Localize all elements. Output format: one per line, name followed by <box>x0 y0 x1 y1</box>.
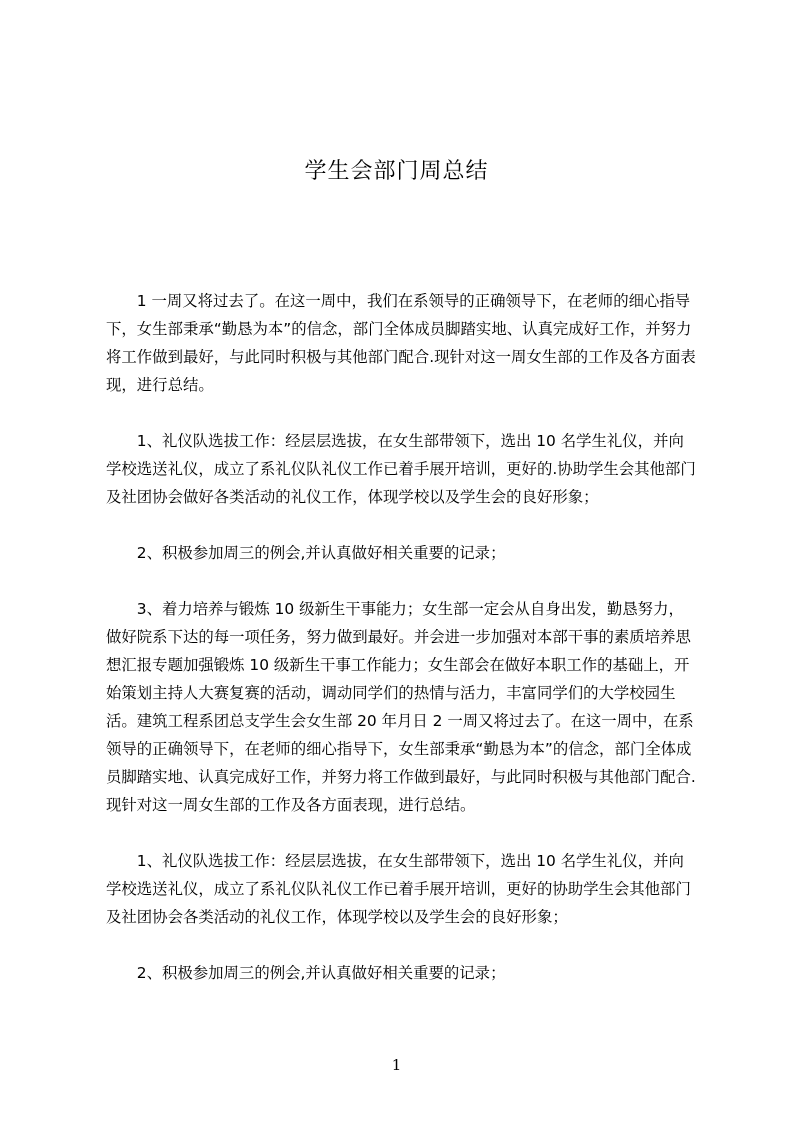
paragraph-spacer <box>106 931 698 959</box>
paragraph-spacer <box>106 511 698 539</box>
document-title: 学生会部门周总结 <box>304 158 489 184</box>
page-number: 1 <box>391 1056 402 1074</box>
paragraph-spacer <box>106 567 698 595</box>
paragraph-new-staff-training: 3、着力培养与锻炼 10 级新生干事能力；女生部一定会从自身出发，勤恳努力，做好院系下达的每一项任务，努力做到最好。并会进一步加强对本部干事的素质培养思想汇报专题加强锻炼 10 级新生干事工作能力；女生部会在做好本职工作的基础上，开始策划主持人大赛复赛的活动，调动同学们的热情与活力，丰富同学们的大学校园生活。建筑工程系团总支学生会女生部 20 年月日 2 一周又将过去了。在这一周中，在系领导的正确领导下，在老师的细心指导下，女生部秉承“勤恳为本”的信念，部门全体成员脚踏实地、认真完成好工作，并努力将工作做到最好，与此同时积极与其他部门配合.现针对这一周女生部的工作及各方面表现，进行总结。 <box>106 600 696 814</box>
paragraph-weekly-meeting-1: 2、积极参加周三的例会,并认真做好相关重要的记录； <box>136 544 506 562</box>
paragraph-etiquette-team-1: 1、礼仪队选拔工作：经层层选拔，在女生部带领下，选出 10 名学生礼仪，并向学校选送礼仪，成立了系礼仪队礼仪工作已着手展开培训，更好的.协助学生会其他部门及社团协会做好各类活动的礼仪工作，体现学校以及学生会的良好形象； <box>106 432 696 506</box>
paragraph-weekly-meeting-2: 2、积极参加周三的例会,并认真做好相关重要的记录； <box>136 964 506 982</box>
document-body <box>106 287 698 987</box>
paragraph-intro: 1 一周又将过去了。在这一周中，我们在系领导的正确领导下，在老师的细心指导下，女生部秉承“勤恳为本”的信念，部门全体成员脚踏实地、认真完成好工作，并努力将工作做到最好，与此同时积极与其他部门配合.现针对这一周女生部的工作及各方面表现，进行总结。 <box>106 292 696 394</box>
paragraph-spacer <box>106 399 698 427</box>
paragraph-etiquette-team-2: 1、礼仪队选拔工作：经层层选拔，在女生部带领下，选出 10 名学生礼仪，并向学校选送礼仪，成立了系礼仪队礼仪工作已着手展开培训，更好的协助学生会其他部门及社团协会各类活动的礼仪工作，体现学校以及学生会的良好形象； <box>106 852 691 926</box>
paragraph-spacer <box>106 819 698 847</box>
